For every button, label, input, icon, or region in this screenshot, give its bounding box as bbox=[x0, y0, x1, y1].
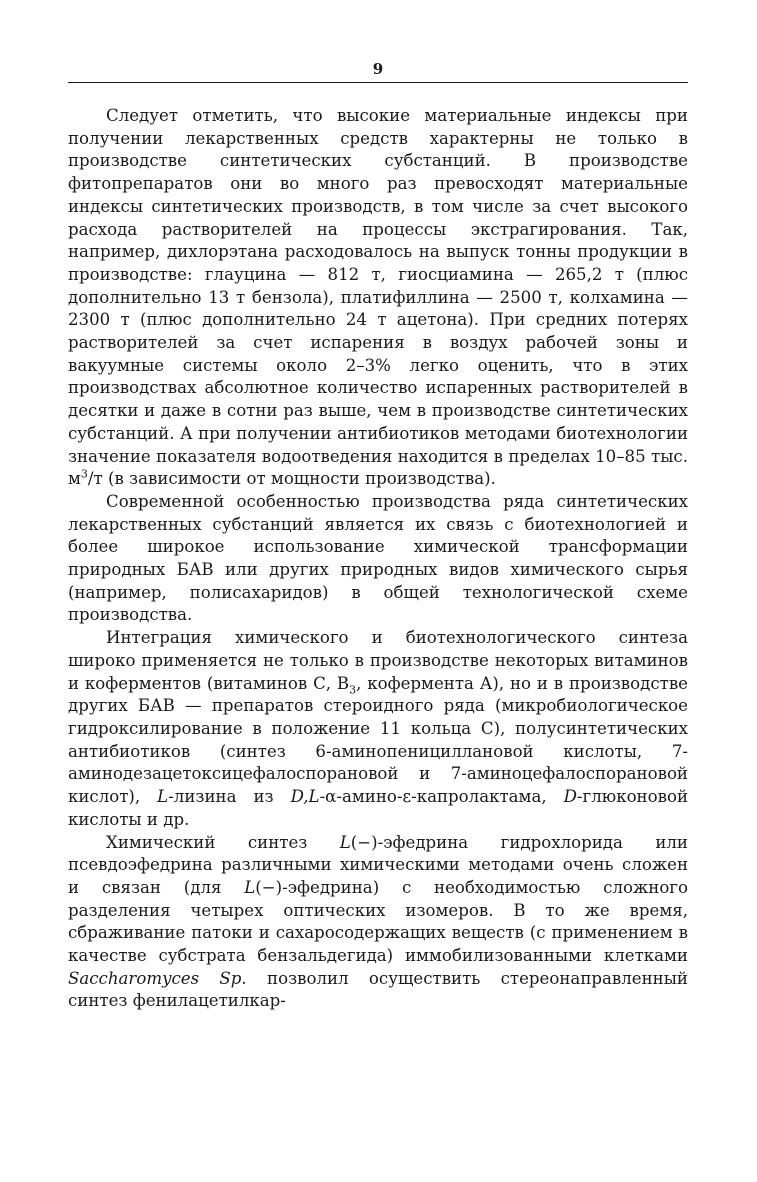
text-run: позволил осуществить стереонаправленный синтез фенилацетилкар- bbox=[68, 968, 688, 1011]
text-run: (−)-эфедрина) с необходимостью сложного разделения четырех оптических изомеров. В то же время, сбраживание патоки и сахаросодержащих веществ (с применением в качестве субстрата бензальдегида) иммобилизованными клетками bbox=[68, 877, 688, 966]
subscript: 3 bbox=[349, 682, 357, 696]
text-run: Химический синтез bbox=[106, 832, 340, 852]
text-run: , кофермента А), но и в производстве других БАВ — препаратов стероидного ряда (микробиологическое гидроксилирование в положение 11 кольца С), полусинтетических антибиотиков (синтез 6-аминопенициллановой кислоты, 7-аминодезацетоксицефалоспорановой и 7-аминоцефалоспорановой кислот), bbox=[68, 673, 688, 807]
italic-term: L bbox=[157, 787, 169, 807]
text-run: -лизина из bbox=[168, 787, 291, 807]
text-run: Современной особенностью производства ряда синтетических лекарственных субстанций является их связь с биотехнологией и более широкое использование химической трансформации природных БАВ или других природных видов химического сырья (например, полисахаридов) в общей технологической схеме производства. bbox=[68, 491, 688, 625]
paragraph bbox=[68, 105, 688, 491]
italic-term: L bbox=[339, 832, 351, 852]
text-run: Следует отметить, что высокие материальные индексы при получении лекарственных средств характерны не только в производстве синтетических субстанций. В производстве фитопрепаратов они во много раз превосходят материальные индексы синтетических производств, в том числе за счет высокого расхода растворителей на процессы экстрагирования. Так, например, дихлорэтана расходовалось на выпуск тонны продукции в производстве: глауцина — 812 т, гиосциамина — 265,2 т (плюс дополнительно 13 т бензола), платифиллина — 2500 т, колхамина — 2300 т (плюс дополнительно 24 т ацетона). При средних потерях растворителей за счет испарения в воздух рабочей зоны и вакуумные системы около 2–3% легко оценить, что в этих производствах абсолютное количество испаренных растворителей в десятки и даже в сотни раз выше, чем в производстве синтетических субстанций. А при получении антибиотиков методами биотехнологии значение показателя водоотведения находится в пределах 10–85 тыс. м bbox=[68, 106, 688, 489]
italic-term: L bbox=[244, 877, 256, 897]
text-run: /т (в зависимости от мощности производства). bbox=[87, 469, 496, 489]
text-run: -α-амино-ε-капролактама, bbox=[319, 787, 564, 807]
supscript: 3 bbox=[80, 467, 88, 481]
paragraph bbox=[68, 491, 688, 627]
book-page bbox=[68, 58, 688, 1013]
paragraph bbox=[68, 832, 688, 1014]
italic-term: D,L bbox=[290, 787, 320, 807]
body-text bbox=[68, 105, 688, 1013]
italic-term: Saccharomyces Sp. bbox=[68, 968, 247, 988]
text-run: Интеграция химического и биотехнологического синтеза широко применяется не только в производстве некоторых витаминов и коферментов (витаминов С, В bbox=[68, 628, 688, 693]
italic-term: D bbox=[563, 787, 577, 807]
header-rule bbox=[68, 82, 688, 83]
paragraph bbox=[68, 627, 688, 831]
text-run: (−)-эфедрина гидрохлорида или псевдоэфедрина различными химическими методами очень сложен и связан (для bbox=[68, 832, 688, 897]
page-number: 9 bbox=[372, 60, 384, 78]
text-run: -глюконовой кислоты и др. bbox=[68, 787, 688, 829]
